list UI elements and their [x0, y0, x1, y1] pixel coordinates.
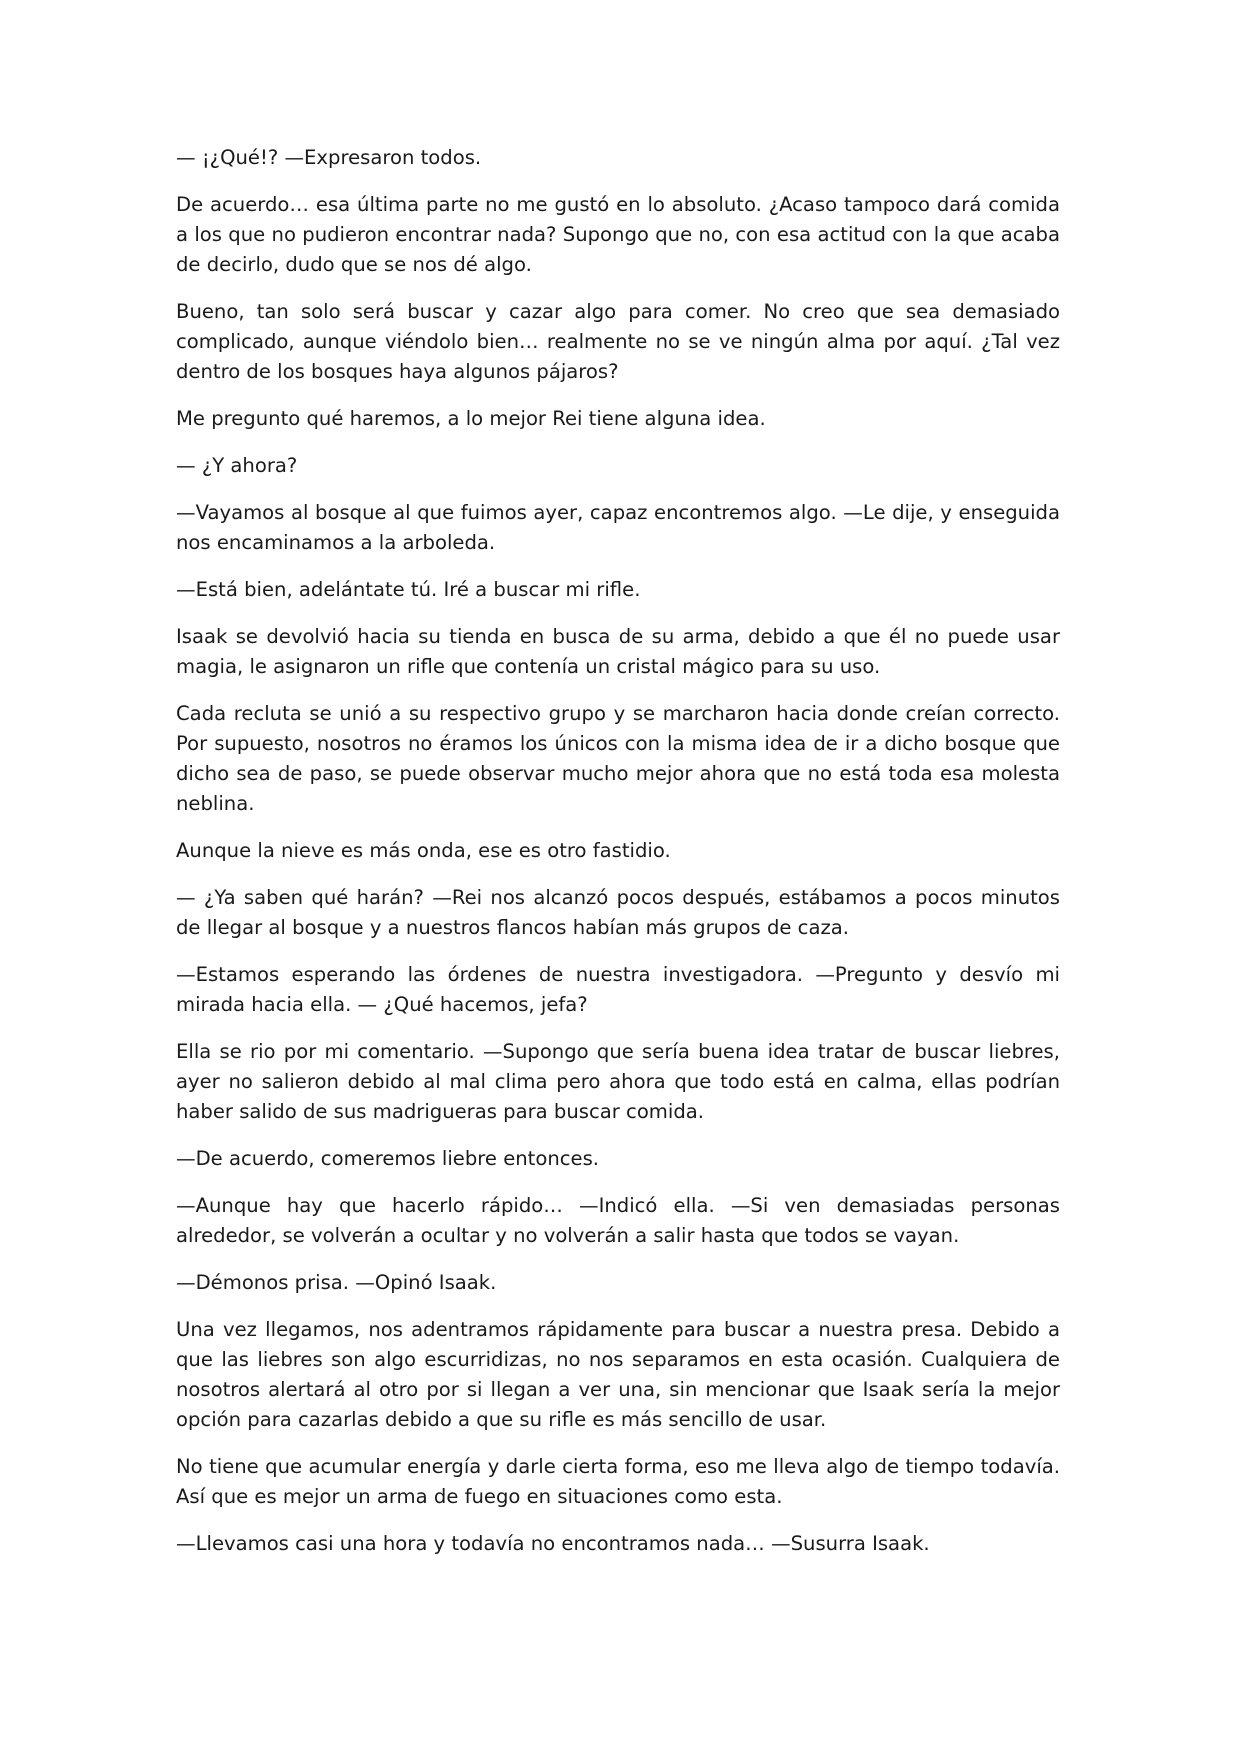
paragraph: —Estamos esperando las órdenes de nuestra investigadora. —Pregunto y desvío mi mirada hacia ella. — ¿Qué hacemos, jefa?	[176, 963, 1060, 1016]
paragraph: Aunque la nieve es más onda, ese es otro fastidio.	[176, 839, 671, 862]
paragraph: Bueno, tan solo será buscar y cazar algo para comer. No creo que sea demasiado complicado, aunque viéndolo bien… realmente no se ve ningún alma por aquí. ¿Tal vez dentro de los bosques haya algunos pájaros?	[176, 300, 1060, 383]
paragraph: De acuerdo… esa última parte no me gustó en lo absoluto. ¿Acaso tampoco dará comida a los que no pudieron encontrar nada? Supongo que no, con esa actitud con la que acaba de decirlo, dudo que se nos dé algo.	[176, 193, 1060, 276]
paragraph: —Vayamos al bosque al que fuimos ayer, capaz encontremos algo. —Le dije, y enseguida nos encaminamos a la arboleda.	[176, 501, 1060, 554]
paragraph: Ella se rio por mi comentario. —Supongo que sería buena idea tratar de buscar liebres, ayer no salieron debido al mal clima pero ahora que todo está en calma, ellas podrían haber salido de sus madrigueras para buscar comida.	[176, 1040, 1060, 1123]
paragraph: — ¡¿Qué!? —Expresaron todos.	[176, 146, 482, 169]
paragraph: —Aunque hay que hacerlo rápido… —Indicó ella. —Si ven demasiadas personas alrededor, se volverán a ocultar y no volverán a salir hasta que todos se vayan.	[176, 1194, 1060, 1247]
paragraph: —De acuerdo, comeremos liebre entonces.	[176, 1147, 600, 1170]
paragraph: Una vez llegamos, nos adentramos rápidamente para buscar a nuestra presa. Debido a que las liebres son algo escurridizas, no nos separamos en esta ocasión. Cualquiera de nosotros alertará al otro por si llegan a ver una, sin mencionar que Isaak sería la mejor opción para cazarlas debido a que su rifle es más sencillo de usar.	[176, 1318, 1060, 1431]
paragraph: Isaak se devolvió hacia su tienda en busca de su arma, debido a que él no puede usar magia, le asignaron un rifle que contenía un cristal mágico para su uso.	[176, 625, 1060, 678]
paragraph: — ¿Ya saben qué harán? —Rei nos alcanzó pocos después, estábamos a pocos minutos de llegar al bosque y a nuestros flancos habían más grupos de caza.	[176, 886, 1060, 939]
text-body	[176, 143, 1060, 1576]
paragraph: —Llevamos casi una hora y todavía no encontramos nada… —Susurra Isaak.	[176, 1532, 930, 1555]
paragraph: — ¿Y ahora?	[176, 454, 298, 477]
paragraph: Cada recluta se unió a su respectivo grupo y se marcharon hacia donde creían correcto. Por supuesto, nosotros no éramos los únicos con la misma idea de ir a dicho bosque que dicho sea de paso, se puede observar mucho mejor ahora que no está toda esa molesta neblina.	[176, 702, 1060, 815]
paragraph: No tiene que acumular energía y darle cierta forma, eso me lleva algo de tiempo todavía. Así que es mejor un arma de fuego en situaciones como esta.	[176, 1455, 1060, 1508]
paragraph: —Démonos prisa. —Opinó Isaak.	[176, 1271, 497, 1294]
paragraph: —Está bien, adelántate tú. Iré a buscar mi rifle.	[176, 578, 641, 601]
paragraph: Me pregunto qué haremos, a lo mejor Rei tiene alguna idea.	[176, 407, 766, 430]
